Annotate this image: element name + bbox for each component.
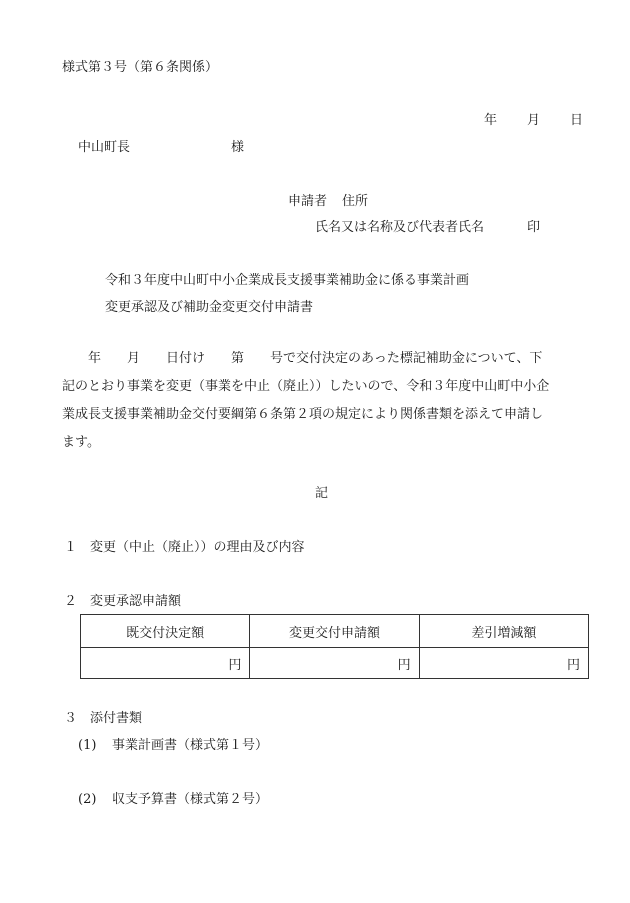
addressee-honorific: 様 bbox=[231, 140, 245, 155]
form-number: 様式第３号（第６条関係） bbox=[62, 60, 219, 75]
applicant-seal: 印 bbox=[527, 220, 541, 235]
header-previous-amount: 既交付決定額 bbox=[81, 615, 250, 648]
section2-label: 変更承認申請額 bbox=[90, 594, 182, 609]
ki-label: 記 bbox=[315, 486, 329, 501]
body-line-3: 業成長支援事業補助金交付要綱第６条第２項の規定により関係書類を添えて申請し bbox=[62, 407, 544, 422]
section2-num: ２ bbox=[64, 594, 78, 609]
attachment-2-num: (2) bbox=[78, 792, 97, 807]
attachment-1-label: 事業計画書（様式第１号） bbox=[112, 738, 269, 753]
body-line-2: 記のとおり事業を変更（事業を中止（廃止））したいので、令和３年度中山町中小企 bbox=[62, 379, 550, 394]
body-line-1: 年 月 日付け 第 号で交付決定のあった標記補助金について、下 bbox=[62, 351, 543, 366]
date-month: 月 bbox=[527, 113, 541, 128]
applicant-name-label: 氏名又は名称及び代表者氏名 bbox=[315, 220, 485, 235]
section3-label: 添付書類 bbox=[90, 711, 143, 726]
date-year: 年 bbox=[484, 113, 498, 128]
title-line1: 令和３年度中山町中小企業成長支援事業補助金に係る事業計画 bbox=[105, 273, 470, 288]
attachment-1-num: (1) bbox=[78, 738, 97, 753]
attachment-2-label: 収支予算書（様式第２号） bbox=[112, 792, 269, 807]
date-day: 日 bbox=[570, 113, 584, 128]
difference-cell[interactable]: 円 bbox=[419, 648, 588, 679]
header-requested-amount: 変更交付申請額 bbox=[250, 615, 419, 648]
addressee-name: 中山町長 bbox=[78, 140, 131, 155]
amount-table bbox=[80, 614, 589, 679]
header-difference: 差引増減額 bbox=[419, 615, 588, 648]
title-line2: 変更承認及び補助金変更交付申請書 bbox=[105, 300, 314, 315]
applicant-label: 申請者 bbox=[288, 194, 328, 209]
amount-table-header-row bbox=[81, 615, 589, 648]
body-paragraph bbox=[62, 345, 582, 457]
body-line-4: ます。 bbox=[62, 435, 100, 450]
section1-num: １ bbox=[64, 540, 78, 555]
amount-table-value-row bbox=[81, 648, 589, 679]
section3-num: ３ bbox=[64, 711, 78, 726]
section1-label: 変更（中止（廃止））の理由及び内容 bbox=[90, 540, 305, 555]
requested-amount-cell[interactable]: 円 bbox=[250, 648, 419, 679]
previous-amount-cell[interactable]: 円 bbox=[81, 648, 250, 679]
applicant-address-label: 住所 bbox=[342, 194, 369, 209]
